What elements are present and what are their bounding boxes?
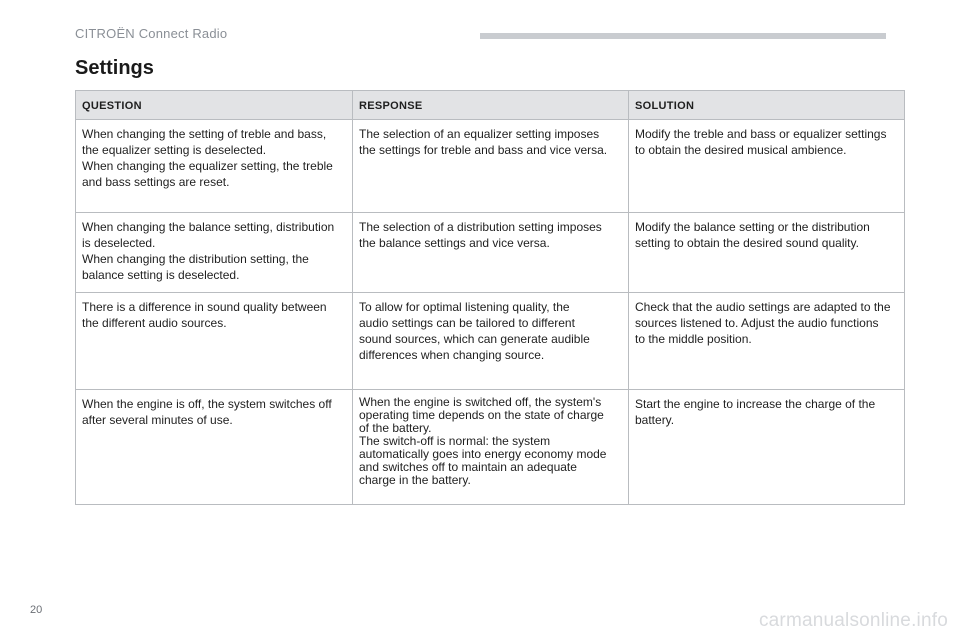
solution-text: Modify the balance setting or the distribution setting to obtain the desired sound quality. xyxy=(635,220,870,250)
response-text: When the engine is switched off, the system's operating time depends on the state of charge of the battery. The switch-off is normal: the system automatically goes into energy economy mode and switches off to maintain an adequate charge in the battery. xyxy=(359,395,607,487)
response-text: The selection of an equalizer setting imposes the settings for treble and bass and vice versa. xyxy=(359,127,608,157)
question-text: When changing the balance setting, distribution is deselected. When changing the distribution setting, the balance setting is deselected. xyxy=(82,220,335,282)
response-cell xyxy=(353,120,629,213)
question-cell xyxy=(76,293,353,390)
table-row xyxy=(76,213,905,293)
column-header-question: QUESTION xyxy=(76,91,353,120)
response-text: To allow for optimal listening quality, the audio settings can be tailored to different sound sources, which can generate audible differences when changing source. xyxy=(359,300,590,362)
watermark-text: carmanualsonline.info xyxy=(758,610,948,631)
table-header-row xyxy=(76,91,905,120)
response-text: The selection of a distribution setting imposes the balance settings and vice versa. xyxy=(359,220,602,250)
question-text: There is a difference in sound quality between the different audio sources. xyxy=(82,300,327,330)
question-cell xyxy=(76,213,353,293)
solution-cell xyxy=(629,213,905,293)
running-header: CITROËN Connect Radio xyxy=(75,26,228,41)
column-header-response: RESPONSE xyxy=(353,91,629,120)
question-cell xyxy=(76,120,353,213)
page-number: 20 xyxy=(30,604,43,616)
solution-text: Check that the audio settings are adapted to the sources listened to. Adjust the audio functions to the middle position. xyxy=(635,300,891,346)
solution-cell xyxy=(629,293,905,390)
solution-cell xyxy=(629,390,905,505)
solution-cell xyxy=(629,120,905,213)
solution-text: Start the engine to increase the charge of the battery. xyxy=(635,397,876,427)
question-text: When the engine is off, the system switches off after several minutes of use. xyxy=(82,397,332,427)
response-cell xyxy=(353,293,629,390)
table-row xyxy=(76,293,905,390)
question-cell xyxy=(76,390,353,505)
header-rule xyxy=(480,33,886,39)
question-text: When changing the setting of treble and bass, the equalizer setting is deselected. When changing the equalizer setting, the treble and bass settings are reset. xyxy=(82,127,333,189)
response-cell xyxy=(353,213,629,293)
response-cell xyxy=(353,390,629,505)
faq-table xyxy=(75,90,905,505)
solution-text: Modify the treble and bass or equalizer settings to obtain the desired musical ambience. xyxy=(635,127,887,157)
table-row xyxy=(76,120,905,213)
table-row xyxy=(76,390,905,505)
page-title: Settings xyxy=(75,57,154,79)
column-header-solution: SOLUTION xyxy=(629,91,905,120)
